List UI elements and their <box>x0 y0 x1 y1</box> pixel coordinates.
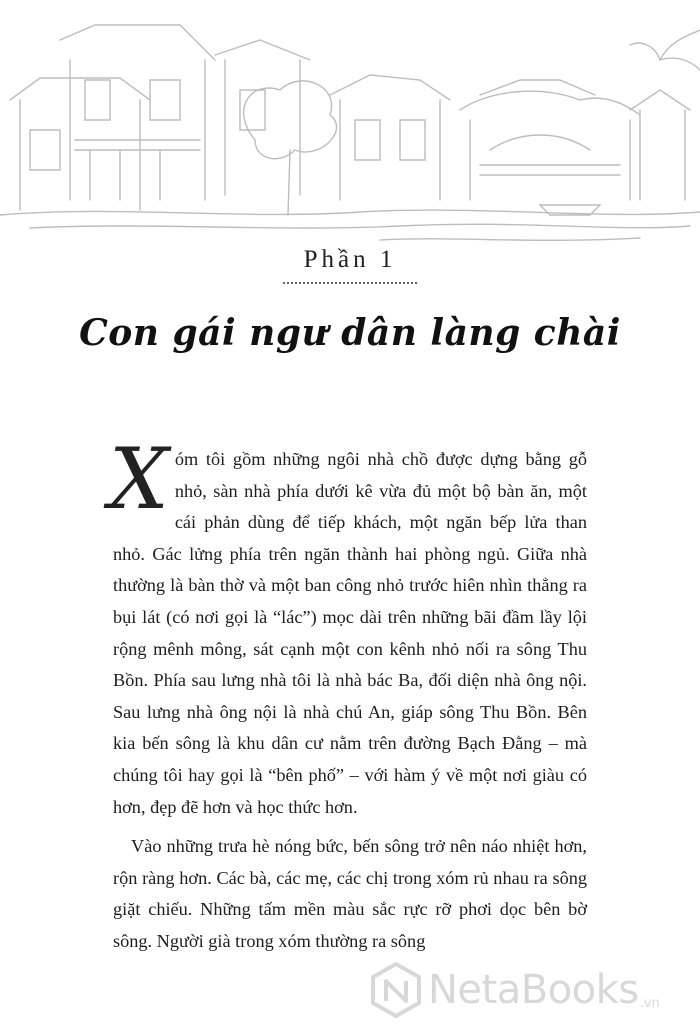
paragraph <box>109 430 587 823</box>
netabooks-logo-icon <box>370 961 422 1019</box>
title-divider <box>283 282 417 284</box>
header-illustration <box>0 0 700 250</box>
chapter-title: Con gái ngư dân làng chài <box>79 312 621 354</box>
paragraph: Vào những trưa hè nóng bức, bến sông trở nên náo nhiệt hơn, rộn ràng hơn. Các bà, các mẹ, các chị trong xóm rủ nhau ra sông giặt chiếu. Những tấm mền màu sắc rực rỡ phơi dọc bên bờ sông. Người già trong xóm thường ra sông <box>113 836 587 951</box>
tree <box>244 81 337 159</box>
house-roof-left <box>10 78 150 100</box>
watermark <box>370 955 700 1025</box>
pagoda-roof <box>460 91 640 115</box>
paragraph-text: óm tôi gồm những ngôi nhà chồ được dựng bằng gỗ nhỏ, sàn nhà phía dưới kê vừa đủ một bộ bàn ăn, một cái phản dùng để tiếp khách, một ngăn bếp lửa than nhỏ. Gác lửng phía trên ngăn thành hai phòng ngủ. Giữa nhà thường là bàn thờ và một ban công nhỏ trước hiên nhìn thẳng ra bụi lát (có nơi gọi là “lác”) mọc dài trên những bãi đầm lầy lội rộng mênh mông, sát cạnh một con kênh nhỏ nối ra sông Thu Bồn. Phía sau lưng nhà tôi là nhà bác Ba, đối diện nhà ông nội. Sau lưng nhà ông nội là nhà chú An, giáp sông Thu Bồn. Bên kia bến sông là khu dân cư nằm trên đường Bạch Đằng – mà chúng tôi hay gọi là “bên phố” – với hàm ý về một nơi giàu có hơn, đẹp đẽ hơn và học thức hơn. <box>113 449 587 817</box>
part-label: Phần 1 <box>303 246 397 273</box>
watermark-suffix: .vn <box>639 996 660 1011</box>
body-text <box>109 430 587 958</box>
watermark-brand: NetaBooks <box>428 967 639 1013</box>
drop-cap: X <box>109 430 169 528</box>
